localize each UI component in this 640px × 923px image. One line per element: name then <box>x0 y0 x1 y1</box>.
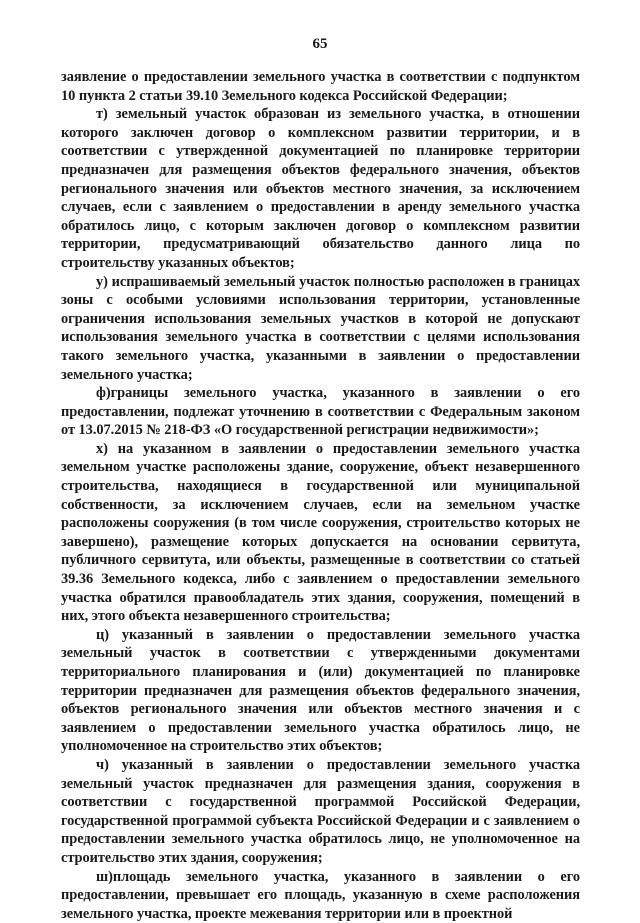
paragraph-item-u: у) испрашиваемый земельный участок полностью расположен в границах зоны с особыми условиями использования территории, установленные ограничения использования земельных участков в которой не допускают использования земельного участка в соответствии с целями использования такого земельного участка, указанными в заявлении о предоставлении земельного участка; <box>61 273 580 383</box>
page-number: 65 <box>312 36 328 52</box>
paragraph-item-f: ф)границы земельного участка, указанного в заявлении о его предоставлении, подлежат уточнению в соответствии с Федеральным законом от 13.07.2015 № 218-ФЗ «О государственной регистрации недвижимости»; <box>61 385 580 439</box>
document-body <box>61 68 580 923</box>
paragraph-item-t: т) земельный участок образован из земельного участка, в отношении которого заключен договор о комплексном развитии территории, и в соответствии с утвержденной документацией по планировке территории предназначен для размещения объектов федерального значения, объектов регионального значения или объектов местного значения, за исключением случаев, если с заявлением о предоставлении в аренду земельного участка обратилось лицо, с которым заключен договор о комплексном развитии территории, предусматривающий обязательство данного лица по строительству указанных объектов; <box>61 106 580 271</box>
paragraph-item-ts: ц) указанный в заявлении о предоставлении земельного участка земельный участок в соответствии с утвержденными документами территориального планирования и (или) документацией по планировке территории предназначен для размещения объектов федерального значения, объектов регионального значения или объектов местного значения и с заявлением о предоставлении земельного участка обратилось лицо, не уполномоченное на строительство этих объектов; <box>61 626 580 755</box>
paragraph-item-ch: ч) указанный в заявлении о предоставлении земельного участка земельный участок предназначен для размещения здания, сооружения в соответствии с государственной программой Российской Федерации, государственной программой субъекта Российской Федерации и с заявлением о предоставлении земельного участка обратилось лицо, не уполномоченное на строительство этих здания, сооружения; <box>61 756 580 866</box>
paragraph-item-kh: х) на указанном в заявлении о предоставлении земельного участка земельном участке расположены здание, сооружение, объект незавершенного строительства, находящиеся в государственной или муниципальной собственности, за исключением случаев, если на земельном участке расположены сооружения (в том числе сооружения, строительство которых не завершено), размещение которых допускается на основании сервитута, публичного сервитута, или объекты, размещенные в соответствии со статьей 39.36 Земельного кодекса, либо с заявлением о предоставлении земельного участка обратился правообладатель этих здания, сооружения, помещений в них, этого объекта незавершенного строительства; <box>61 440 580 625</box>
paragraph-item-sh: ш)площадь земельного участка, указанного в заявлении о его предоставлении, превышает его площадь, указанную в схеме расположения земельного участка, проекте межевания территории или в проектной <box>61 868 580 922</box>
paragraph-continuation: заявление о предоставлении земельного участка в соответствии с подпунктом 10 пункта 2 статьи 39.10 Земельного кодекса Российской Федерации; <box>61 69 580 104</box>
